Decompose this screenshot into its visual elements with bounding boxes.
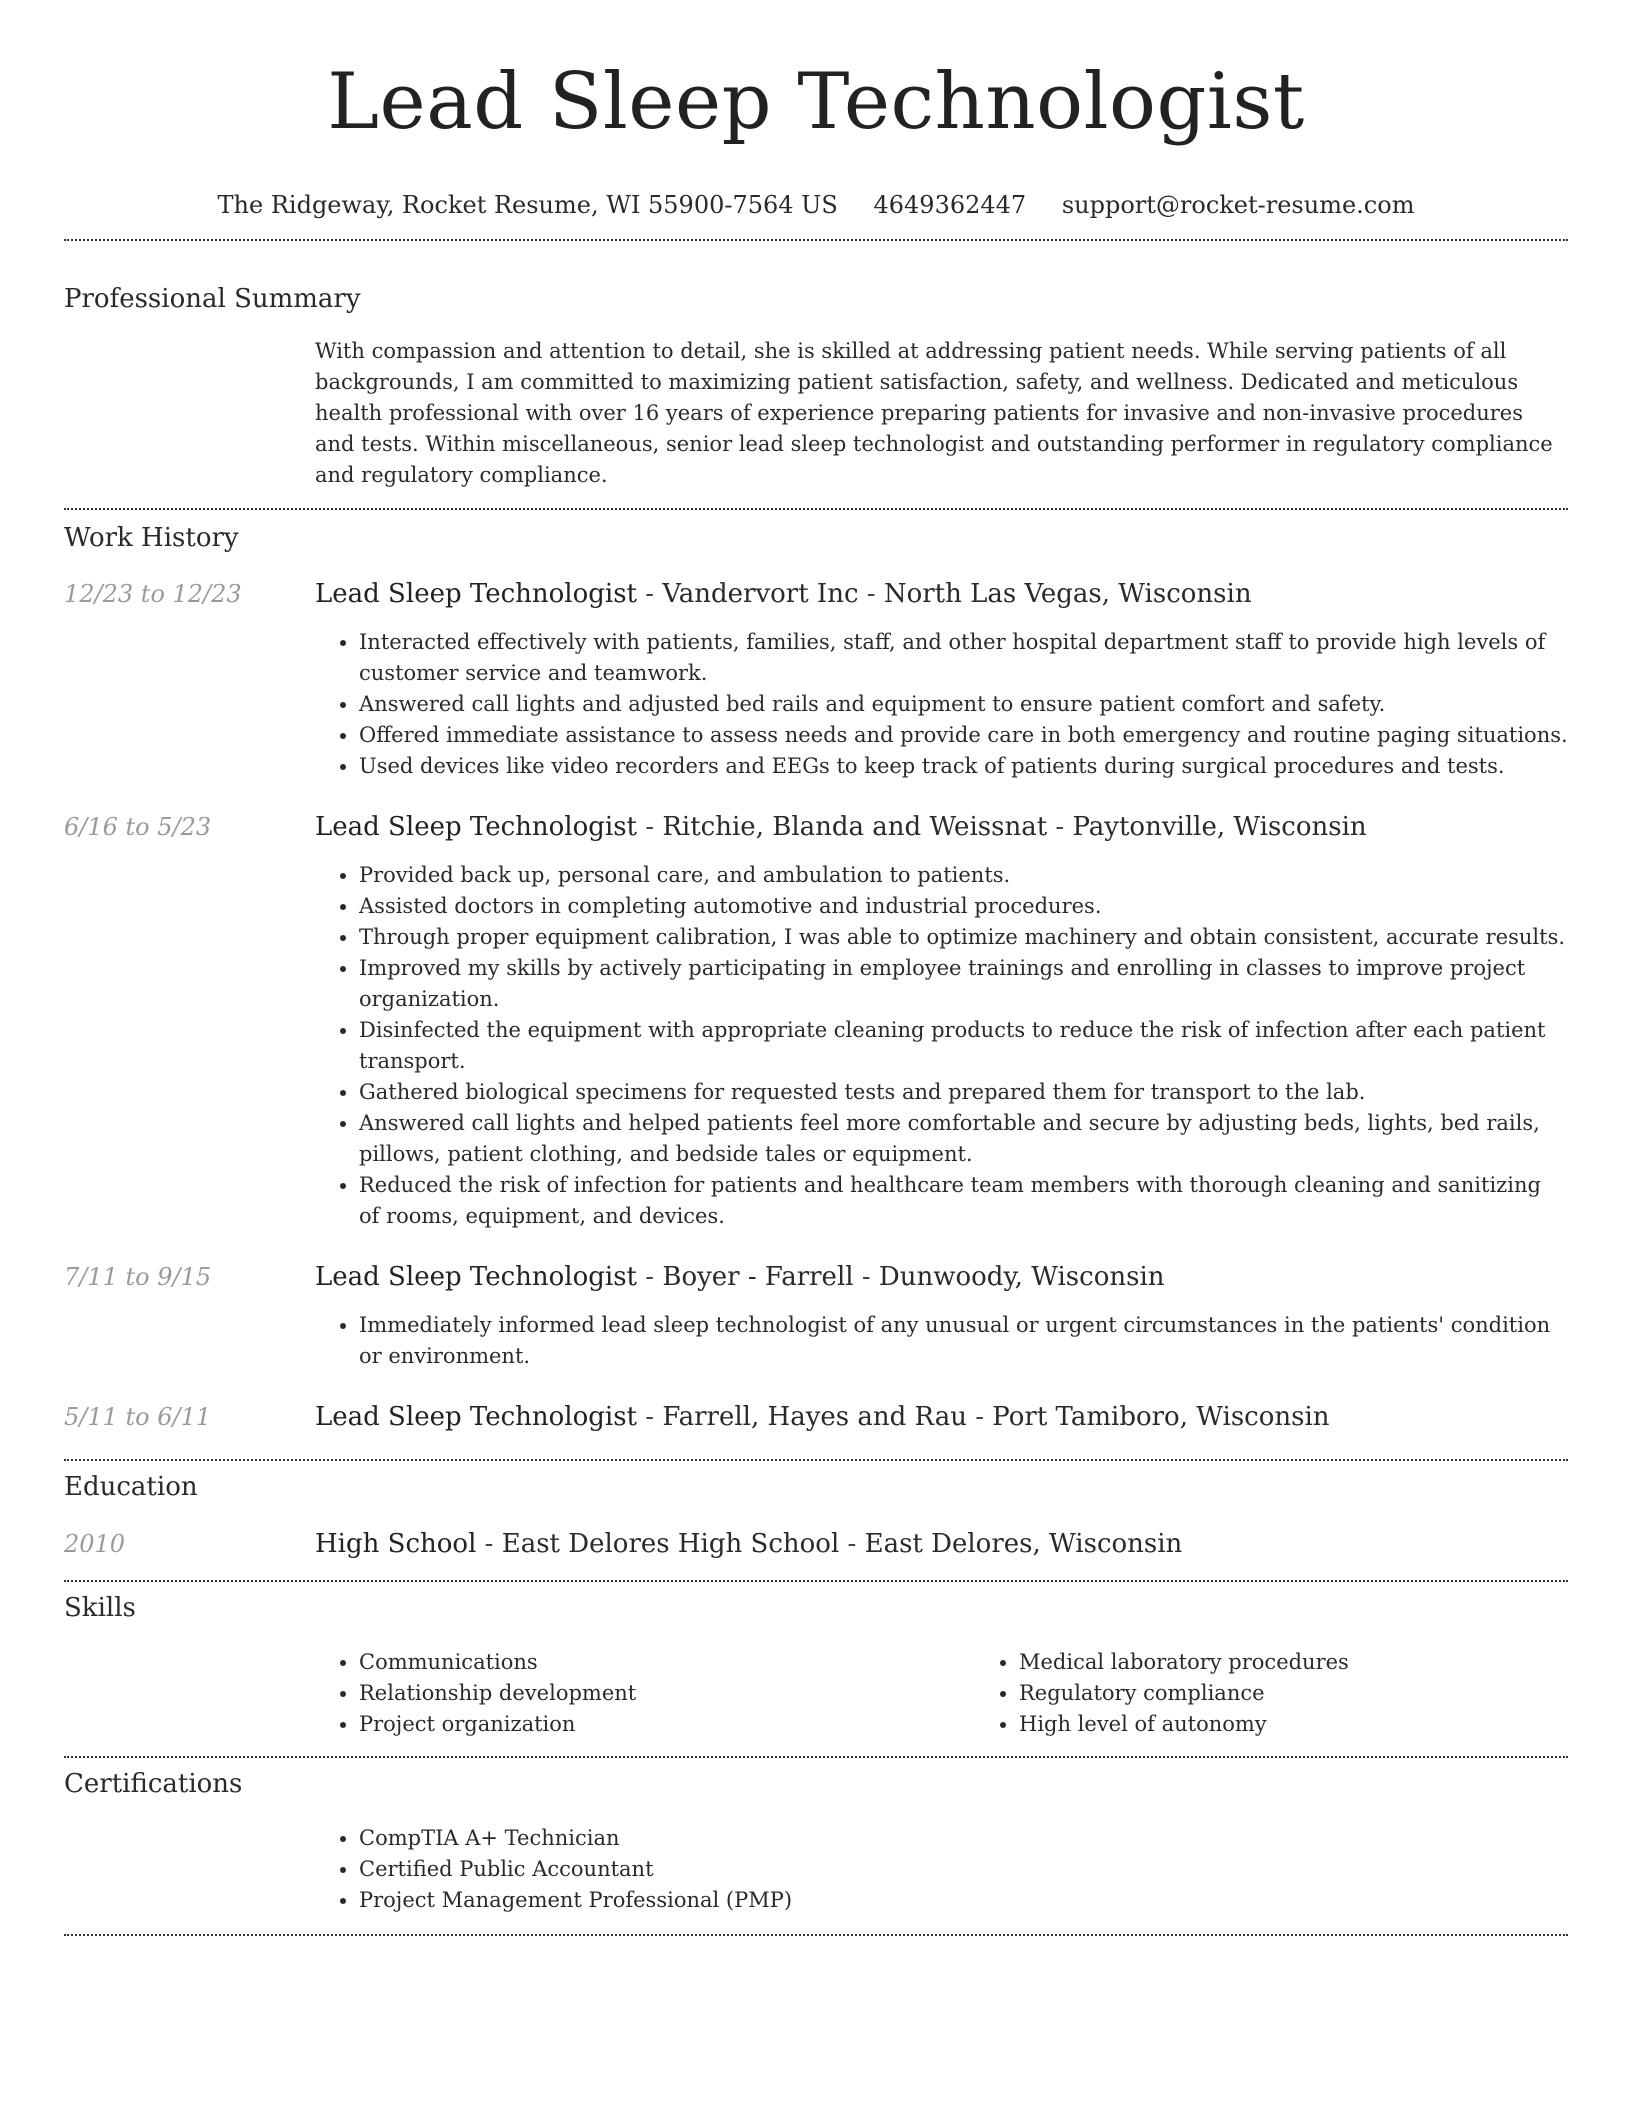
summary-title: Professional Summary <box>64 284 361 314</box>
job-bullets <box>315 627 1568 782</box>
job-role: Lead Sleep Technologist <box>315 1262 638 1292</box>
separator: - <box>476 1529 502 1559</box>
separator: - <box>1047 812 1073 842</box>
header-divider <box>64 239 1568 241</box>
job-dates: 7/11 to 9/15 <box>64 1263 212 1291</box>
separator: - <box>637 812 663 842</box>
job-location: Dunwoody, Wisconsin <box>878 1262 1165 1292</box>
job-bullets <box>315 860 1568 1232</box>
job-company: Vandervort Inc <box>662 579 859 609</box>
job-bullet: • Through proper equipment calibration, I was able to optimize machinery and obtain consistent, accurate results. <box>359 922 1568 953</box>
contact-line <box>64 190 1568 220</box>
job-bullet: • Provided back up, personal care, and ambulation to patients. <box>359 860 1568 891</box>
job-bullet: • Disinfected the equipment with appropriate cleaning products to reduce the risk of infection after each patient transport. <box>359 1015 1568 1077</box>
job-entry <box>64 1402 1568 1432</box>
job-role: Lead Sleep Technologist <box>315 579 638 609</box>
separator: - <box>858 579 884 609</box>
education-title: Education <box>64 1472 198 1502</box>
job-location: Paytonville, Wisconsin <box>1072 812 1367 842</box>
job-location: Port Tamiboro, Wisconsin <box>992 1402 1330 1432</box>
skill-item: • Medical laboratory procedures <box>1019 1647 1632 1678</box>
certification-item: • CompTIA A+ Technician <box>359 1823 1568 1854</box>
job-bullet: • Reduced the risk of infection for patients and healthcare team members with thorough cleaning and sanitizing of rooms, equipment, and devices. <box>359 1170 1568 1232</box>
skills-title: Skills <box>64 1593 136 1623</box>
job-bullet: • Offered immediate assistance to assess needs and provide care in both emergency and routine paging situations. <box>359 720 1568 751</box>
contact-phone: 4649362447 <box>873 191 1027 219</box>
job-entry <box>64 1262 1568 1372</box>
job-title <box>315 812 1568 842</box>
work-section <box>64 522 1568 1432</box>
job-bullet: • Answered call lights and helped patients feel more comfortable and secure by adjusting beds, lights, bed rails, pillows, patient clothing, and bedside tales or equipment. <box>359 1108 1568 1170</box>
education-location: East Delores, Wisconsin <box>864 1529 1183 1559</box>
candidate-name: Lead Sleep Technologist <box>327 57 1305 147</box>
job-dates: 5/11 to 6/11 <box>64 1403 212 1431</box>
job-bullet: • Used devices like video recorders and EEGs to keep track of patients during surgical procedures and tests. <box>359 751 1568 782</box>
skill-item: • High level of autonomy <box>1019 1709 1632 1740</box>
summary-divider <box>64 508 1568 510</box>
separator: - <box>966 1402 993 1432</box>
certifications-list <box>315 1823 1568 1916</box>
separator: - <box>637 1402 663 1432</box>
skills-section <box>64 1592 1568 1740</box>
contact-email: support@rocket-resume.com <box>1061 191 1415 219</box>
education-degree: High School <box>315 1529 477 1559</box>
summary-text: With compassion and attention to detail, she is skilled at addressing patient needs. While serving patients of all backgrounds, I am committed to maximizing patient satisfaction, safety, and wellness. Dedicated and meticulous health professional with over 16 years of experience preparing patients for invasive and non-invasive procedures and tests. Within miscellaneous, senior lead sleep technologist and outstanding performer in regulatory compliance and regulatory compliance. <box>315 339 1553 487</box>
skill-item: • Communications <box>359 1647 975 1678</box>
separator: - <box>839 1529 865 1559</box>
job-company: Farrell, Hayes and Rau <box>662 1402 967 1432</box>
job-location: North Las Vegas, Wisconsin <box>883 579 1252 609</box>
summary-section <box>64 283 1568 491</box>
job-bullet: • Immediately informed lead sleep technologist of any unusual or urgent circumstances in the patients' condition or environment. <box>359 1310 1568 1372</box>
job-title <box>315 1402 1568 1432</box>
job-entry <box>64 812 1568 1232</box>
job-bullets <box>315 1310 1568 1372</box>
certification-item: • Certified Public Accountant <box>359 1854 1568 1885</box>
job-dates: 6/16 to 5/23 <box>64 813 212 841</box>
education-year: 2010 <box>64 1530 126 1558</box>
skill-item: • Project organization <box>359 1709 975 1740</box>
skill-item: • Regulatory compliance <box>1019 1678 1632 1709</box>
certification-item: • Project Management Professional (PMP) <box>359 1885 1568 1916</box>
job-bullet: • Answered call lights and adjusted bed rails and equipment to ensure patient comfort and safety. <box>359 689 1568 720</box>
job-role: Lead Sleep Technologist <box>315 1402 638 1432</box>
certifications-title: Certifications <box>64 1769 243 1799</box>
work-title: Work History <box>64 523 239 553</box>
certifications-section <box>64 1768 1568 1916</box>
job-bullet: • Interacted effectively with patients, families, staff, and other hospital department staff to provide high levels of customer service and teamwork. <box>359 627 1568 689</box>
contact-address: The Ridgeway, Rocket Resume, WI 55900-7564 US <box>217 191 838 219</box>
skills-list-left <box>315 1647 975 1740</box>
education-divider <box>64 1580 1568 1582</box>
education-school: East Delores High School <box>501 1529 840 1559</box>
certifications-divider <box>64 1934 1568 1936</box>
work-divider <box>64 1459 1568 1461</box>
skill-item: • Relationship development <box>359 1678 975 1709</box>
skills-list-right <box>975 1647 1632 1740</box>
skills-grid <box>315 1647 1568 1740</box>
education-entry <box>64 1529 1568 1559</box>
separator: - <box>637 579 663 609</box>
job-bullet: • Assisted doctors in completing automotive and industrial procedures. <box>359 891 1568 922</box>
job-dates: 12/23 to 12/23 <box>64 580 242 608</box>
skills-divider <box>64 1756 1568 1758</box>
job-entry <box>64 579 1568 782</box>
education-section <box>64 1471 1568 1559</box>
job-title <box>315 1262 1568 1292</box>
job-bullet: • Gathered biological specimens for requested tests and prepared them for transport to the lab. <box>359 1077 1568 1108</box>
job-role: Lead Sleep Technologist <box>315 812 638 842</box>
job-company: Ritchie, Blanda and Weissnat <box>662 812 1048 842</box>
education-title-line <box>315 1529 1568 1559</box>
separator: - <box>853 1262 879 1292</box>
separator: - <box>637 1262 663 1292</box>
job-title <box>315 579 1568 609</box>
job-company: Boyer - Farrell <box>662 1262 854 1292</box>
job-bullet: • Improved my skills by actively participating in employee trainings and enrolling in classes to improve project organization. <box>359 953 1568 1015</box>
